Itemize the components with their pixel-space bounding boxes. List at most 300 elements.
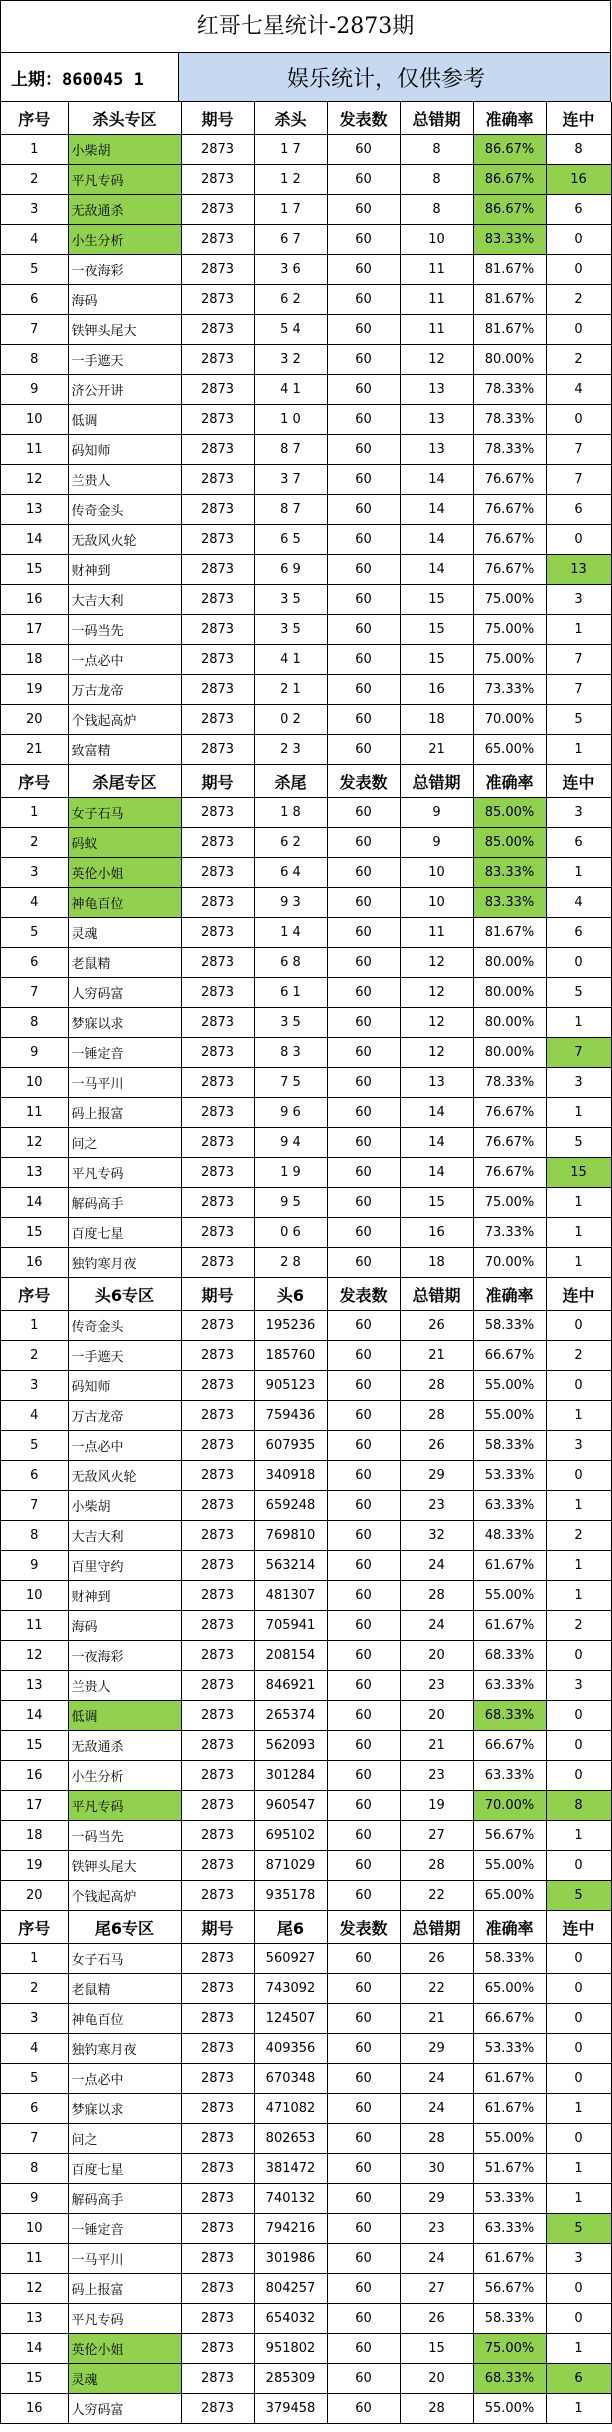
miss-cell: 24: [400, 2064, 473, 2094]
index-cell: 21: [1, 735, 68, 765]
miss-cell: 14: [400, 1158, 473, 1188]
accuracy-cell: 61.67%: [473, 2244, 546, 2274]
name-cell: 平凡专码: [68, 165, 181, 195]
streak-cell: 2: [546, 1341, 611, 1371]
name-cell: 码上报富: [68, 1098, 181, 1128]
pick-cell: 2 3: [254, 735, 327, 765]
index-cell: 8: [1, 2154, 68, 2184]
miss-cell: 10: [400, 225, 473, 255]
pick-cell: 905123: [254, 1371, 327, 1401]
index-cell: 15: [1, 1218, 68, 1248]
count-cell: 60: [327, 1761, 400, 1791]
streak-cell: 1: [546, 615, 611, 645]
name-cell: 一马平川: [68, 1068, 181, 1098]
count-cell: 60: [327, 1461, 400, 1491]
miss-cell: 16: [400, 675, 473, 705]
name-cell: 百里守约: [68, 1551, 181, 1581]
miss-cell: 15: [400, 2334, 473, 2364]
column-header: 尾6专区: [68, 1911, 181, 1944]
count-cell: 60: [327, 2274, 400, 2304]
name-cell: 万古龙帝: [68, 675, 181, 705]
count-cell: 60: [327, 1851, 400, 1881]
count-cell: 60: [327, 435, 400, 465]
period-cell: 2873: [181, 1731, 254, 1761]
name-cell: 低调: [68, 405, 181, 435]
accuracy-cell: 85.00%: [473, 828, 546, 858]
accuracy-cell: 78.33%: [473, 1068, 546, 1098]
streak-cell: 0: [546, 405, 611, 435]
streak-cell: 16: [546, 165, 611, 195]
index-cell: 11: [1, 2244, 68, 2274]
miss-cell: 14: [400, 495, 473, 525]
name-cell: 济公开讲: [68, 375, 181, 405]
miss-cell: 23: [400, 2214, 473, 2244]
column-header: 总错期: [400, 1278, 473, 1311]
name-cell: 一锤定音: [68, 1038, 181, 1068]
count-cell: 60: [327, 1311, 400, 1341]
period-cell: 2873: [181, 555, 254, 585]
index-cell: 4: [1, 2034, 68, 2064]
streak-cell: 2: [546, 1611, 611, 1641]
accuracy-cell: 76.67%: [473, 1098, 546, 1128]
name-cell: 致富精: [68, 735, 181, 765]
section-header-row: [1, 1278, 611, 1311]
pick-cell: 3 5: [254, 615, 327, 645]
column-header: 准确率: [473, 765, 546, 798]
accuracy-cell: 61.67%: [473, 1551, 546, 1581]
column-header: 连中: [546, 1278, 611, 1311]
miss-cell: 28: [400, 1401, 473, 1431]
accuracy-cell: 76.67%: [473, 495, 546, 525]
index-cell: 10: [1, 405, 68, 435]
accuracy-cell: 58.33%: [473, 1311, 546, 1341]
pick-cell: 379458: [254, 2394, 327, 2424]
name-cell: 码上报富: [68, 2274, 181, 2304]
miss-cell: 9: [400, 798, 473, 828]
streak-cell: 0: [546, 1731, 611, 1761]
index-cell: 8: [1, 345, 68, 375]
period-cell: 2873: [181, 1551, 254, 1581]
count-cell: 60: [327, 345, 400, 375]
pick-cell: 1 9: [254, 1158, 327, 1188]
index-cell: 7: [1, 315, 68, 345]
accuracy-cell: 63.33%: [473, 1491, 546, 1521]
table-row: [1, 1641, 611, 1671]
table-row: [1, 2274, 611, 2304]
index-cell: 1: [1, 135, 68, 165]
count-cell: 60: [327, 735, 400, 765]
pick-cell: 301986: [254, 2244, 327, 2274]
pick-cell: 7 5: [254, 1068, 327, 1098]
count-cell: 60: [327, 225, 400, 255]
index-cell: 11: [1, 1611, 68, 1641]
accuracy-cell: 56.67%: [473, 2274, 546, 2304]
pick-cell: 563214: [254, 1551, 327, 1581]
index-cell: 5: [1, 918, 68, 948]
name-cell: 兰贵人: [68, 1671, 181, 1701]
pick-cell: 265374: [254, 1701, 327, 1731]
accuracy-cell: 75.00%: [473, 645, 546, 675]
miss-cell: 15: [400, 615, 473, 645]
streak-cell: 0: [546, 1701, 611, 1731]
count-cell: 60: [327, 1371, 400, 1401]
streak-cell: 3: [546, 585, 611, 615]
index-cell: 17: [1, 1791, 68, 1821]
name-cell: 大吉大利: [68, 1521, 181, 1551]
table-row: [1, 2394, 611, 2424]
period-cell: 2873: [181, 2394, 254, 2424]
streak-cell: 0: [546, 2034, 611, 2064]
streak-cell: 0: [546, 1461, 611, 1491]
pick-cell: 935178: [254, 1881, 327, 1911]
index-cell: 12: [1, 2274, 68, 2304]
pick-cell: 6 8: [254, 948, 327, 978]
accuracy-cell: 66.67%: [473, 1731, 546, 1761]
table-row: [1, 315, 611, 345]
accuracy-cell: 61.67%: [473, 2094, 546, 2124]
pick-cell: 8 3: [254, 1038, 327, 1068]
pick-cell: 9 3: [254, 888, 327, 918]
pick-cell: 5 4: [254, 315, 327, 345]
column-header: 序号: [1, 765, 68, 798]
table-row: [1, 1341, 611, 1371]
count-cell: 60: [327, 705, 400, 735]
name-cell: 财神到: [68, 555, 181, 585]
streak-cell: 1: [546, 858, 611, 888]
miss-cell: 11: [400, 315, 473, 345]
pick-cell: 802653: [254, 2124, 327, 2154]
miss-cell: 23: [400, 1671, 473, 1701]
count-cell: 60: [327, 1401, 400, 1431]
table-row: [1, 135, 611, 165]
table-row: [1, 1791, 611, 1821]
accuracy-cell: 73.33%: [473, 675, 546, 705]
name-cell: 梦寐以求: [68, 2094, 181, 2124]
name-cell: 老鼠精: [68, 948, 181, 978]
miss-cell: 21: [400, 2004, 473, 2034]
period-cell: 2873: [181, 645, 254, 675]
pick-cell: 705941: [254, 1611, 327, 1641]
count-cell: 60: [327, 1491, 400, 1521]
count-cell: 60: [327, 1551, 400, 1581]
period-cell: 2873: [181, 798, 254, 828]
period-cell: 2873: [181, 1641, 254, 1671]
period-cell: 2873: [181, 735, 254, 765]
pick-cell: 1 4: [254, 918, 327, 948]
table-row: [1, 1944, 611, 1974]
accuracy-cell: 78.33%: [473, 405, 546, 435]
miss-cell: 13: [400, 405, 473, 435]
index-cell: 12: [1, 1641, 68, 1671]
name-cell: 一手遮天: [68, 1341, 181, 1371]
name-cell: 一码当先: [68, 615, 181, 645]
name-cell: 灵魂: [68, 2364, 181, 2394]
miss-cell: 9: [400, 828, 473, 858]
count-cell: 60: [327, 1188, 400, 1218]
table-row: [1, 405, 611, 435]
table-row: [1, 675, 611, 705]
pick-cell: 1 7: [254, 135, 327, 165]
pick-cell: 6 2: [254, 285, 327, 315]
streak-cell: 5: [546, 978, 611, 1008]
count-cell: 60: [327, 675, 400, 705]
table-row: [1, 1068, 611, 1098]
count-cell: 60: [327, 2034, 400, 2064]
page-title: 红哥七星统计-2873期: [1, 1, 611, 53]
table-row: [1, 1821, 611, 1851]
accuracy-cell: 68.33%: [473, 1641, 546, 1671]
index-cell: 7: [1, 978, 68, 1008]
streak-cell: 0: [546, 2304, 611, 2334]
count-cell: 60: [327, 918, 400, 948]
count-cell: 60: [327, 888, 400, 918]
count-cell: 60: [327, 315, 400, 345]
table-row: [1, 1521, 611, 1551]
table-row: [1, 1491, 611, 1521]
name-cell: 低调: [68, 1701, 181, 1731]
table-row: [1, 1851, 611, 1881]
index-cell: 6: [1, 285, 68, 315]
miss-cell: 16: [400, 1218, 473, 1248]
column-header: 尾6: [254, 1911, 327, 1944]
pick-cell: 285309: [254, 2364, 327, 2394]
period-cell: 2873: [181, 1581, 254, 1611]
streak-cell: 0: [546, 1944, 611, 1974]
accuracy-cell: 75.00%: [473, 2334, 546, 2364]
streak-cell: 13: [546, 555, 611, 585]
pick-cell: 871029: [254, 1851, 327, 1881]
period-cell: 2873: [181, 2004, 254, 2034]
count-cell: 60: [327, 615, 400, 645]
period-cell: 2873: [181, 1371, 254, 1401]
table-row: [1, 1611, 611, 1641]
name-cell: 小柴胡: [68, 135, 181, 165]
name-cell: 大吉大利: [68, 585, 181, 615]
pick-cell: 124507: [254, 2004, 327, 2034]
table-row: [1, 1581, 611, 1611]
period-cell: 2873: [181, 705, 254, 735]
count-cell: 60: [327, 1248, 400, 1278]
miss-cell: 8: [400, 135, 473, 165]
pick-cell: 654032: [254, 2304, 327, 2334]
miss-cell: 21: [400, 735, 473, 765]
name-cell: 码知师: [68, 435, 181, 465]
count-cell: 60: [327, 1008, 400, 1038]
period-cell: 2873: [181, 345, 254, 375]
index-cell: 4: [1, 888, 68, 918]
miss-cell: 24: [400, 2244, 473, 2274]
column-header: 序号: [1, 102, 68, 135]
pick-cell: 381472: [254, 2154, 327, 2184]
period-cell: 2873: [181, 2364, 254, 2394]
table-row: [1, 555, 611, 585]
name-cell: 码知师: [68, 1371, 181, 1401]
pick-cell: 3 2: [254, 345, 327, 375]
name-cell: 解码高手: [68, 1188, 181, 1218]
streak-cell: 1: [546, 1551, 611, 1581]
count-cell: 60: [327, 948, 400, 978]
count-cell: 60: [327, 135, 400, 165]
index-cell: 17: [1, 615, 68, 645]
accuracy-cell: 48.33%: [473, 1521, 546, 1551]
index-cell: 16: [1, 585, 68, 615]
pick-cell: 1 2: [254, 165, 327, 195]
accuracy-cell: 68.33%: [473, 2364, 546, 2394]
accuracy-cell: 66.67%: [473, 1341, 546, 1371]
accuracy-cell: 70.00%: [473, 1248, 546, 1278]
table-row: [1, 465, 611, 495]
accuracy-cell: 80.00%: [473, 345, 546, 375]
streak-cell: 0: [546, 525, 611, 555]
index-cell: 18: [1, 645, 68, 675]
period-cell: 2873: [181, 585, 254, 615]
index-cell: 10: [1, 1068, 68, 1098]
name-cell: 独钓寒月夜: [68, 1248, 181, 1278]
miss-cell: 26: [400, 2304, 473, 2334]
index-cell: 13: [1, 1158, 68, 1188]
period-cell: 2873: [181, 858, 254, 888]
pick-cell: 471082: [254, 2094, 327, 2124]
streak-cell: 1: [546, 1821, 611, 1851]
period-cell: 2873: [181, 2184, 254, 2214]
pick-cell: 481307: [254, 1581, 327, 1611]
name-cell: 灵魂: [68, 918, 181, 948]
miss-cell: 21: [400, 1731, 473, 1761]
miss-cell: 12: [400, 1038, 473, 1068]
period-cell: 2873: [181, 1521, 254, 1551]
miss-cell: 10: [400, 888, 473, 918]
name-cell: 小生分析: [68, 1761, 181, 1791]
miss-cell: 8: [400, 165, 473, 195]
miss-cell: 26: [400, 1431, 473, 1461]
index-cell: 4: [1, 225, 68, 255]
count-cell: 60: [327, 1731, 400, 1761]
pick-cell: 6 9: [254, 555, 327, 585]
streak-cell: 2: [546, 1521, 611, 1551]
period-cell: 2873: [181, 1611, 254, 1641]
count-cell: 60: [327, 858, 400, 888]
accuracy-cell: 61.67%: [473, 1611, 546, 1641]
streak-cell: 3: [546, 1671, 611, 1701]
accuracy-cell: 76.67%: [473, 465, 546, 495]
name-cell: 铁钾头尾大: [68, 1851, 181, 1881]
name-cell: 女子石马: [68, 798, 181, 828]
index-cell: 10: [1, 1581, 68, 1611]
streak-cell: 3: [546, 1431, 611, 1461]
pick-cell: 607935: [254, 1431, 327, 1461]
accuracy-cell: 81.67%: [473, 285, 546, 315]
miss-cell: 29: [400, 2184, 473, 2214]
table-row: [1, 285, 611, 315]
miss-cell: 15: [400, 1188, 473, 1218]
pick-cell: 9 4: [254, 1128, 327, 1158]
miss-cell: 12: [400, 345, 473, 375]
streak-cell: 0: [546, 1311, 611, 1341]
column-header: 总错期: [400, 765, 473, 798]
accuracy-cell: 55.00%: [473, 1851, 546, 1881]
period-cell: 2873: [181, 675, 254, 705]
miss-cell: 14: [400, 555, 473, 585]
period-cell: 2873: [181, 888, 254, 918]
table-row: [1, 1551, 611, 1581]
streak-cell: 5: [546, 705, 611, 735]
index-cell: 12: [1, 465, 68, 495]
table-row: [1, 858, 611, 888]
accuracy-cell: 55.00%: [473, 1581, 546, 1611]
miss-cell: 28: [400, 1851, 473, 1881]
index-cell: 19: [1, 1851, 68, 1881]
accuracy-cell: 63.33%: [473, 2214, 546, 2244]
streak-cell: 1: [546, 1401, 611, 1431]
period-cell: 2873: [181, 1218, 254, 1248]
name-cell: 无敌通杀: [68, 195, 181, 225]
streak-cell: 0: [546, 2064, 611, 2094]
pick-cell: 794216: [254, 2214, 327, 2244]
name-cell: 兰贵人: [68, 465, 181, 495]
column-header: 序号: [1, 1278, 68, 1311]
period-cell: 2873: [181, 435, 254, 465]
name-cell: 一夜海彩: [68, 255, 181, 285]
period-cell: 2873: [181, 1401, 254, 1431]
miss-cell: 14: [400, 1128, 473, 1158]
period-cell: 2873: [181, 1008, 254, 1038]
streak-cell: 7: [546, 645, 611, 675]
index-cell: 16: [1, 1761, 68, 1791]
pick-cell: 659248: [254, 1491, 327, 1521]
name-cell: 英伦小姐: [68, 858, 181, 888]
streak-cell: 1: [546, 1098, 611, 1128]
streak-cell: 6: [546, 828, 611, 858]
accuracy-cell: 81.67%: [473, 918, 546, 948]
accuracy-cell: 86.67%: [473, 135, 546, 165]
accuracy-cell: 53.33%: [473, 2034, 546, 2064]
table-row: [1, 1461, 611, 1491]
count-cell: 60: [327, 978, 400, 1008]
column-header: 总错期: [400, 1911, 473, 1944]
count-cell: 60: [327, 1821, 400, 1851]
table-row: [1, 375, 611, 405]
pick-cell: 409356: [254, 2034, 327, 2064]
pick-cell: 4 1: [254, 375, 327, 405]
accuracy-cell: 76.67%: [473, 1128, 546, 1158]
count-cell: 60: [327, 1791, 400, 1821]
name-cell: 英伦小姐: [68, 2334, 181, 2364]
accuracy-cell: 58.33%: [473, 1944, 546, 1974]
name-cell: 解码高手: [68, 2184, 181, 2214]
period-cell: 2873: [181, 225, 254, 255]
index-cell: 13: [1, 495, 68, 525]
count-cell: 60: [327, 2184, 400, 2214]
count-cell: 60: [327, 495, 400, 525]
streak-cell: 5: [546, 2214, 611, 2244]
index-cell: 11: [1, 435, 68, 465]
pick-cell: 6 1: [254, 978, 327, 1008]
streak-cell: 1: [546, 2094, 611, 2124]
accuracy-cell: 55.00%: [473, 1371, 546, 1401]
accuracy-cell: 55.00%: [473, 2124, 546, 2154]
miss-cell: 32: [400, 1521, 473, 1551]
table-row: [1, 255, 611, 285]
column-header: 杀尾专区: [68, 765, 181, 798]
streak-cell: 2: [546, 285, 611, 315]
table-row: [1, 1431, 611, 1461]
count-cell: 60: [327, 465, 400, 495]
streak-cell: 1: [546, 1218, 611, 1248]
accuracy-cell: 83.33%: [473, 858, 546, 888]
pick-cell: 1 0: [254, 405, 327, 435]
count-cell: 60: [327, 1068, 400, 1098]
index-cell: 3: [1, 195, 68, 225]
